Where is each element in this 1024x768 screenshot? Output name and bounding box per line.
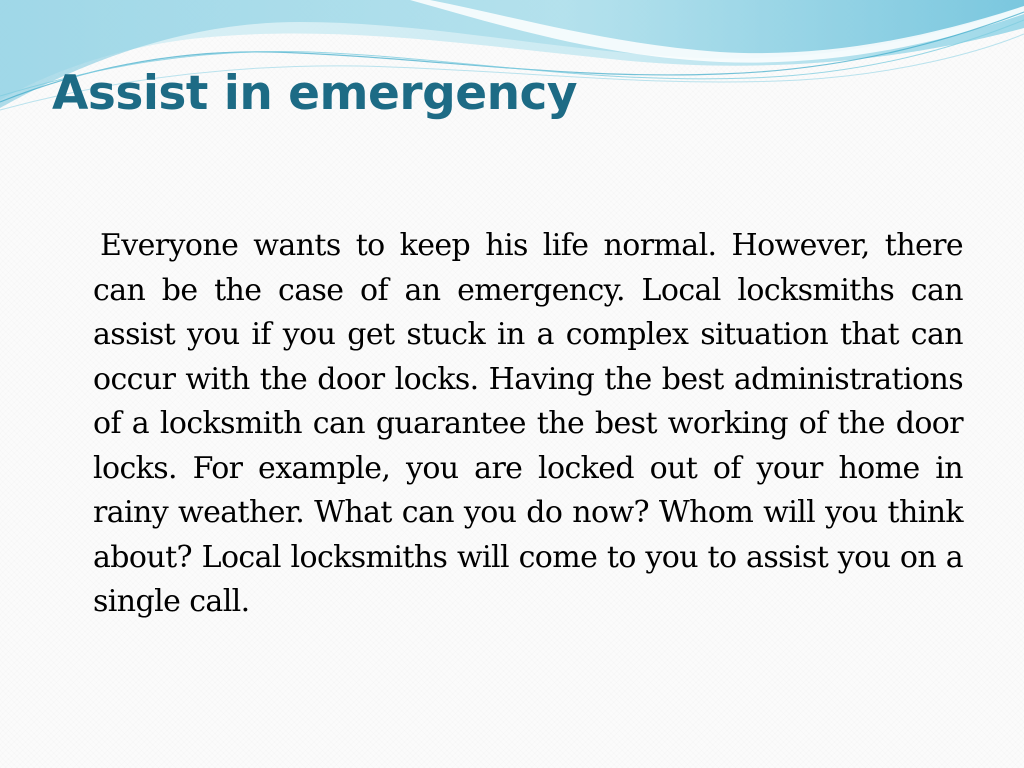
- slide-title: Assist in emergency: [52, 66, 578, 121]
- slide-body-text: Everyone wants to keep his life normal. However, there can be the case of an emergency. Local locksmiths can assist you if you get stuck in a complex situation that can occur with the door locks. Having the best administrations of a locksmith can guarantee the best working of the door locks. For example, you are locked out of your home in rainy weather. What can you do now? Whom will you think about? Local locksmiths will come to you to assist you on a single call.: [93, 228, 963, 619]
